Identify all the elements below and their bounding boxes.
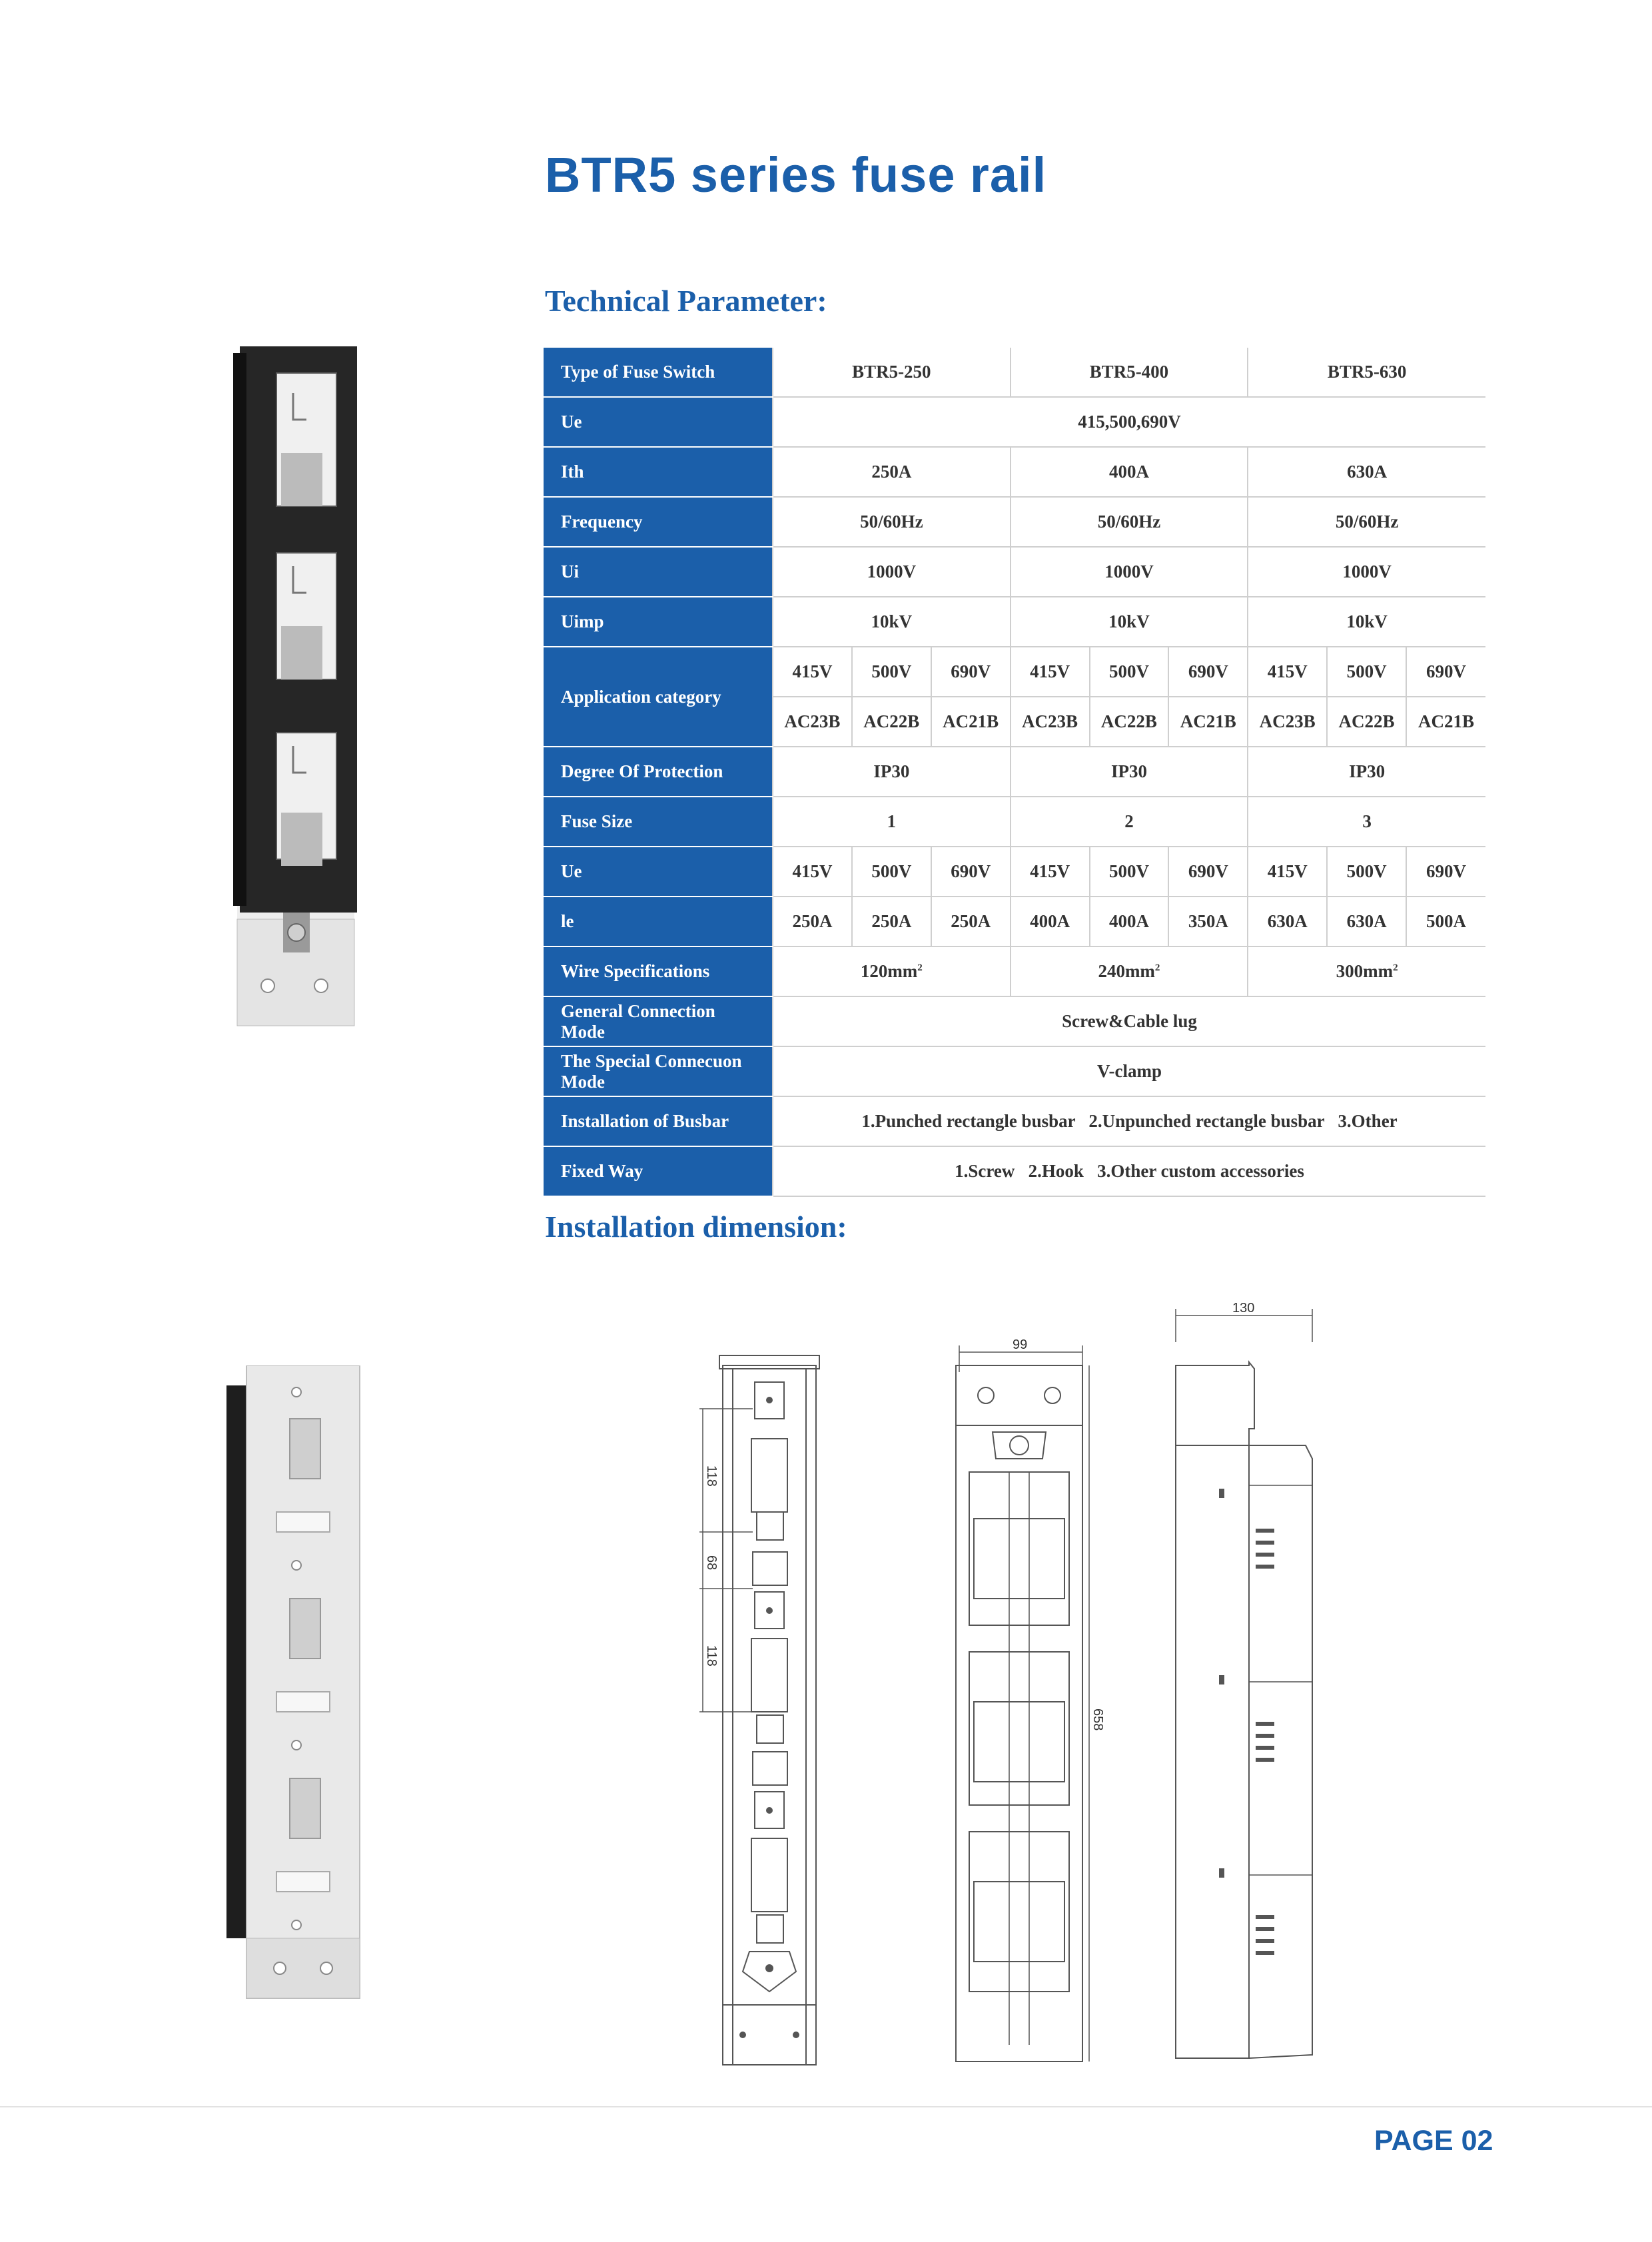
table-row <box>544 996 1485 1046</box>
ue2-cell: 415V <box>1248 847 1327 897</box>
dim-68: 68 <box>704 1555 719 1571</box>
wire-cell <box>773 946 1011 996</box>
freq-cell: 50/60Hz <box>1248 497 1485 547</box>
row-label-ue: Ue <box>544 397 773 447</box>
row-label-fixed-way: Fixed Way <box>544 1146 773 1196</box>
wire-value: 300mm <box>1336 961 1394 981</box>
uimp-cell: 10kV <box>1248 597 1485 647</box>
uimp-cell: 10kV <box>1011 597 1248 647</box>
section-heading-installation: Installation dimension: <box>545 1210 847 1244</box>
app-cat-cell: AC22B <box>852 697 931 747</box>
row-label-ui: Ui <box>544 547 773 597</box>
table-row <box>544 597 1485 647</box>
label-line: Mode <box>561 1021 605 1042</box>
ie-cell: 630A <box>1248 897 1327 946</box>
general-connection-value: Screw&Cable lug <box>773 996 1485 1046</box>
ui-cell: 1000V <box>1248 547 1485 597</box>
table-row <box>544 397 1485 447</box>
table-row <box>544 1146 1485 1196</box>
page-number: PAGE 02 <box>1374 2125 1493 2157</box>
app-volt-cell: 415V <box>1248 647 1327 697</box>
app-volt-cell: 415V <box>773 647 852 697</box>
ie-cell: 400A <box>1090 897 1169 946</box>
ui-cell: 1000V <box>773 547 1011 597</box>
ue2-cell: 500V <box>1090 847 1169 897</box>
ue2-cell: 500V <box>1327 847 1406 897</box>
app-volt-cell: 500V <box>852 647 931 697</box>
ue-value: 415,500,690V <box>773 397 1485 447</box>
row-label-fuse-size: Fuse Size <box>544 797 773 847</box>
row-label-wire: Wire Specifications <box>544 946 773 996</box>
table-row <box>544 547 1485 597</box>
table-row <box>544 447 1485 497</box>
special-connection-value: V-clamp <box>773 1046 1485 1096</box>
row-label-general-connection <box>544 996 773 1046</box>
app-cat-cell: AC21B <box>931 697 1011 747</box>
ie-cell: 630A <box>1327 897 1406 946</box>
freq-cell: 50/60Hz <box>773 497 1011 547</box>
footer-divider <box>0 2106 1652 2107</box>
ue2-cell: 415V <box>1011 847 1090 897</box>
freq-cell: 50/60Hz <box>1011 497 1248 547</box>
table-row <box>544 747 1485 797</box>
app-volt-cell: 500V <box>1090 647 1169 697</box>
label-line: Mode <box>561 1071 605 1092</box>
ue2-cell: 690V <box>1168 847 1248 897</box>
ie-cell: 500A <box>1406 897 1485 946</box>
technical-parameter-table <box>544 348 1485 1197</box>
table-row <box>544 1096 1485 1146</box>
ith-cell: 250A <box>773 447 1011 497</box>
table-row <box>544 1046 1485 1096</box>
app-cat-cell: AC23B <box>773 697 852 747</box>
ue2-cell: 690V <box>931 847 1011 897</box>
row-label-protection: Degree Of Protection <box>544 747 773 797</box>
row-label-ith: Ith <box>544 447 773 497</box>
drawing-back-view <box>946 1339 1106 2065</box>
row-label-busbar: Installation of Busbar <box>544 1096 773 1146</box>
app-cat-cell: AC21B <box>1406 697 1485 747</box>
row-label-special-connection <box>544 1046 773 1096</box>
ie-cell: 250A <box>931 897 1011 946</box>
row-label-ie: le <box>544 897 773 946</box>
page-title: BTR5 series fuse rail <box>545 147 1047 202</box>
label-line: General Connection <box>561 1000 715 1021</box>
app-volt-cell: 415V <box>1011 647 1090 697</box>
ui-cell: 1000V <box>1011 547 1248 597</box>
row-label-ue2: Ue <box>544 847 773 897</box>
row-label-frequency: Frequency <box>544 497 773 547</box>
product-photo-back <box>226 1365 373 2005</box>
app-cat-cell: AC22B <box>1327 697 1406 747</box>
table-row <box>544 946 1485 996</box>
app-volt-cell: 690V <box>1168 647 1248 697</box>
ip-cell: IP30 <box>1248 747 1485 797</box>
wire-superscript: 2 <box>1393 962 1398 973</box>
row-label-type: Type of Fuse Switch <box>544 348 773 397</box>
ue2-cell: 690V <box>1406 847 1485 897</box>
uimp-cell: 10kV <box>773 597 1011 647</box>
drawing-side-view <box>1156 1302 1329 2068</box>
app-volt-cell: 690V <box>1406 647 1485 697</box>
section-heading-technical: Technical Parameter: <box>545 284 827 318</box>
app-cat-cell: AC21B <box>1168 697 1248 747</box>
app-volt-cell: 500V <box>1327 647 1406 697</box>
app-cat-cell: AC22B <box>1090 697 1169 747</box>
fuse-cell: 1 <box>773 797 1011 847</box>
ip-cell: IP30 <box>773 747 1011 797</box>
model-400: BTR5-400 <box>1011 348 1248 397</box>
dim-130: 130 <box>1232 1302 1255 1315</box>
table-row <box>544 897 1485 946</box>
dim-658: 658 <box>1090 1708 1105 1731</box>
drawing-front-view <box>693 1352 846 2071</box>
busbar-value: 1.Punched rectangle busbar 2.Unpunched rectangle busbar 3.Other <box>773 1096 1485 1146</box>
fuse-cell: 3 <box>1248 797 1485 847</box>
ue2-cell: 500V <box>852 847 931 897</box>
product-photo-front <box>233 346 366 1032</box>
wire-value: 240mm <box>1098 961 1155 981</box>
ie-cell: 250A <box>852 897 931 946</box>
model-250: BTR5-250 <box>773 348 1011 397</box>
app-volt-cell: 690V <box>931 647 1011 697</box>
dim-118-bottom: 118 <box>704 1645 719 1667</box>
table-row <box>544 497 1485 547</box>
app-cat-cell: AC23B <box>1248 697 1327 747</box>
dim-118-top: 118 <box>704 1465 719 1487</box>
wire-superscript: 2 <box>917 962 923 973</box>
wire-value: 120mm <box>860 961 918 981</box>
row-label-uimp: Uimp <box>544 597 773 647</box>
ith-cell: 630A <box>1248 447 1485 497</box>
ip-cell: IP30 <box>1011 747 1248 797</box>
ie-cell: 400A <box>1011 897 1090 946</box>
table-row <box>544 647 1485 697</box>
wire-cell <box>1248 946 1485 996</box>
dim-99: 99 <box>1013 1339 1028 1352</box>
ue2-cell: 415V <box>773 847 852 897</box>
table-row <box>544 348 1485 397</box>
model-630: BTR5-630 <box>1248 348 1485 397</box>
table-row <box>544 847 1485 897</box>
row-label-application: Application category <box>544 647 773 747</box>
fixed-way-value: 1.Screw 2.Hook 3.Other custom accessories <box>773 1146 1485 1196</box>
ith-cell: 400A <box>1011 447 1248 497</box>
ie-cell: 250A <box>773 897 852 946</box>
fuse-cell: 2 <box>1011 797 1248 847</box>
wire-superscript: 2 <box>1154 962 1160 973</box>
wire-cell <box>1011 946 1248 996</box>
ie-cell: 350A <box>1168 897 1248 946</box>
label-line: The Special Connecuon <box>561 1050 742 1071</box>
app-cat-cell: AC23B <box>1011 697 1090 747</box>
table-row <box>544 797 1485 847</box>
